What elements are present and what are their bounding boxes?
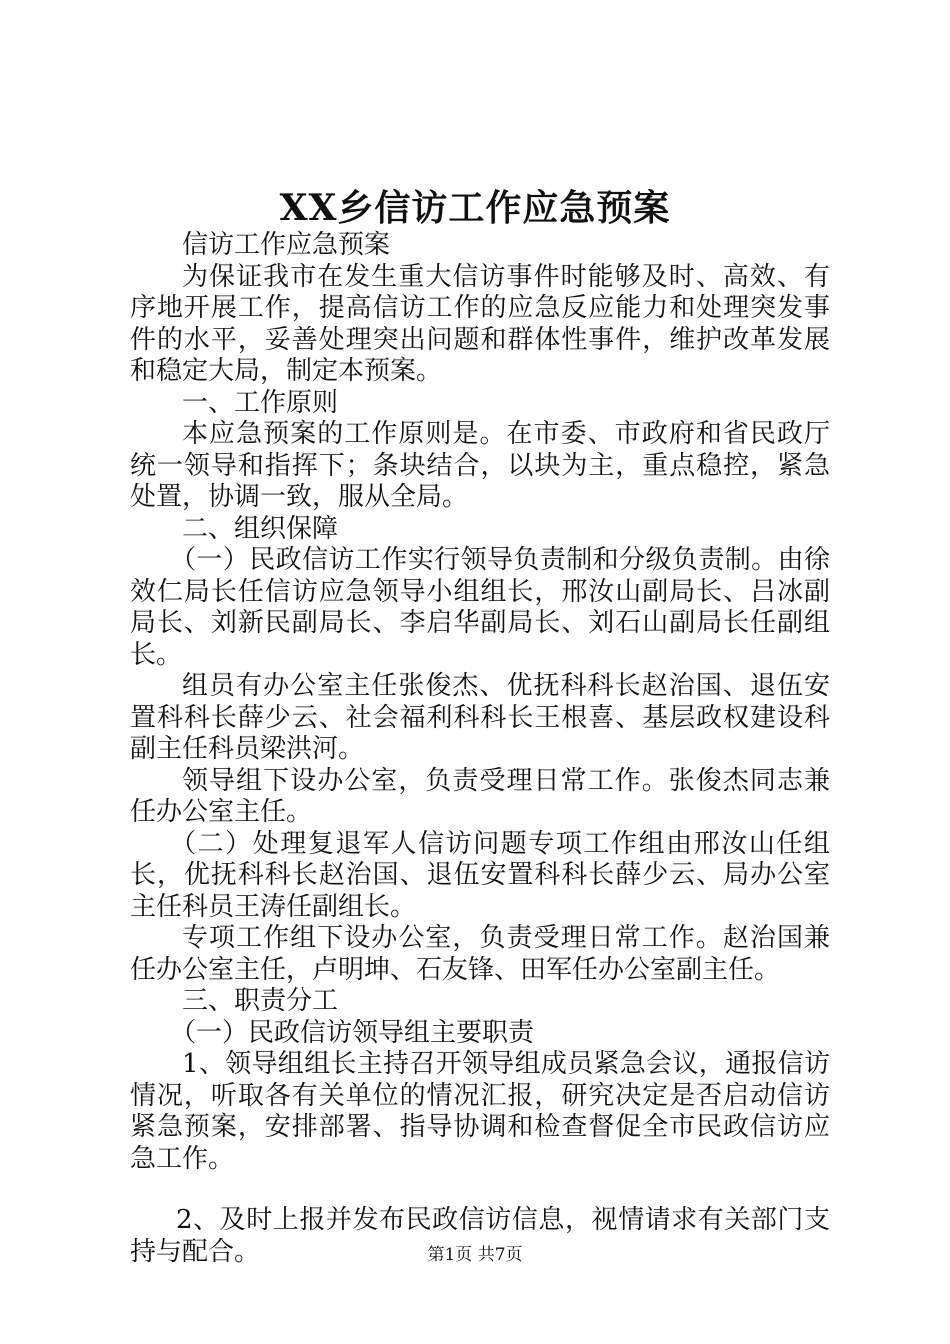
page-number: 第1页 共7页 (427, 1245, 523, 1265)
section-heading-principles: 一、工作原则 (182, 387, 339, 418)
duty-item-2: 2、及时上报并发布民政信访信息，视情请求有关部门支持与配合。 (130, 1205, 830, 1267)
principles-paragraph: 本应急预案的工作原则是。在市委、市政府和省民政厅统一领导和指挥下；条块结合，以块为主，重点稳控，紧急处置，协调一致，服从全局。 (130, 419, 830, 512)
duties-subheading: （一）民政信访领导组主要职责 (170, 1017, 535, 1048)
section-heading-organization: 二、组织保障 (182, 513, 339, 544)
section-heading-duties: 三、职责分工 (182, 986, 339, 1016)
organization-item-1: （一）民政信访工作实行领导负责制和分级负责制。由徐效仁局长任信访应急领导小组组长，邢汝山副局长、吕冰副局长、刘新民副局长、李启华副局长、刘石山副局长任副组长。 (130, 545, 830, 670)
organization-item-2: （二）处理复退军人信访问题专项工作组由邢汝山任组长，优抚科科长赵治国、退伍安置科科长薛少云、局办公室主任科员王涛任副组长。 (130, 828, 830, 922)
office-paragraph: 领导组下设办公室，负责受理日常工作。张俊杰同志兼任办公室主任。 (130, 765, 830, 827)
members-paragraph: 组员有办公室主任张俊杰、优抚科科长赵治国、退伍安置科科长薛少云、社会福利科科长王根喜、基层政权建设科副主任科员梁洪河。 (130, 671, 830, 764)
duty-item-1: 1、领导组组长主持召开领导组成员紧急会议，通报信访情况，听取各有关单位的情况汇报，研究决定是否启动信访紧急预案，安排部署、指导协调和检查督促全市民政信访应急工作。 (130, 1049, 830, 1174)
purpose-paragraph: 为保证我市在发生重大信访事件时能够及时、高效、有序地开展工作，提高信访工作的应急反应能力和处理突发事件的水平，妥善处理突出问题和群体性事件，维护改革发展和稳定大局，制定本预案。 (130, 261, 830, 386)
document-title: XX乡信访工作应急预案 (279, 187, 671, 229)
subtitle-paragraph: 信访工作应急预案 (182, 230, 391, 260)
special-office-paragraph: 专项工作组下设办公室，负责受理日常工作。赵治国兼任办公室主任，卢明坤、石友锋、田军任办公室副主任。 (130, 923, 830, 985)
document-body (130, 230, 830, 1268)
